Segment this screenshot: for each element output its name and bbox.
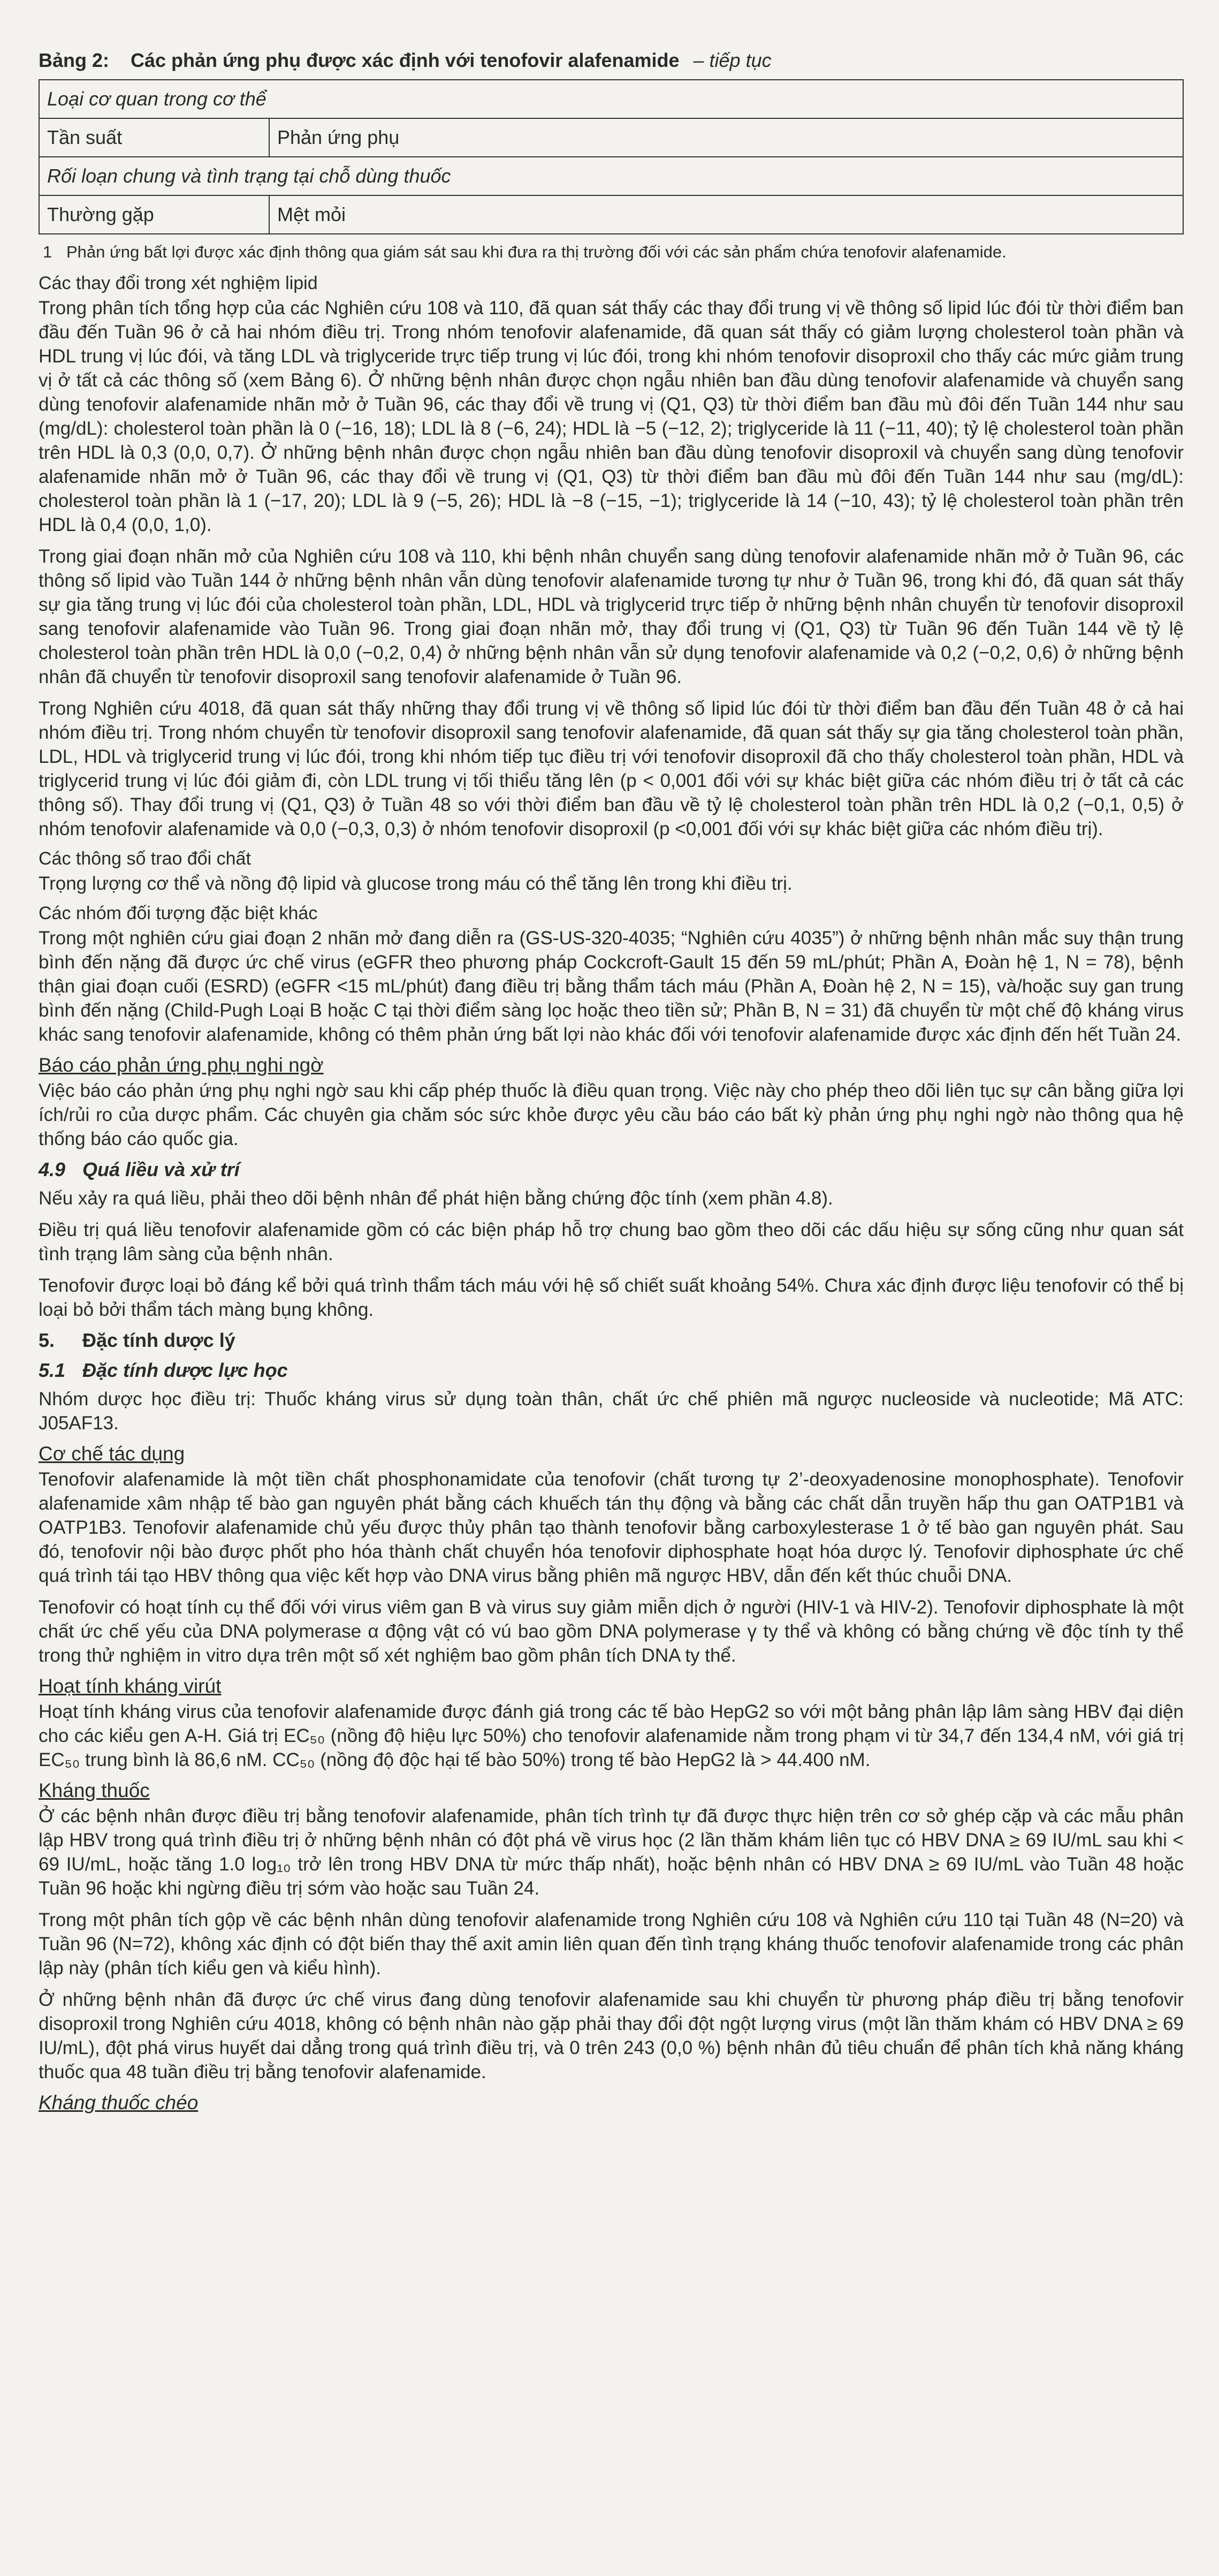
section-number: 4.9 xyxy=(39,1158,66,1180)
overdose-paragraph-2: Điều trị quá liều tenofovir alafenamide gồm có các biện pháp hỗ trợ chung bao gồm theo dõi các dấu hiệu sự sống cũng như quan sát tình trạng lâm sàng của bệnh nhân. xyxy=(39,1219,1184,1264)
table-col-reaction: Phản ứng phụ xyxy=(269,118,1183,157)
table-row xyxy=(39,80,1183,118)
section-title: Đặc tính dược lý xyxy=(82,1329,235,1351)
table-header-organ: Loại cơ quan trong cơ thể xyxy=(39,80,1183,118)
section-4-9-heading xyxy=(39,1158,1184,1181)
table-row xyxy=(39,195,1183,234)
lipid-paragraph-2: Trong giai đoạn nhãn mở của Nghiên cứu 108 và 110, khi bệnh nhân chuyển sang dùng tenofovir alafenamide nhãn mở ở Tuần 96, các thông số lipid vào Tuần 144 ở những bệnh nhân vẫn dùng tenofovir alafenamide tương tự như ở Tuần 96, trong khi đó, đã quan sát thấy sự gia tăng trung vị lúc đói của cholesterol toàn phần, LDL, HDL và triglycerid trực tiếp ở những bệnh nhân chuyển từ tenofovir disoproxil sang tenofovir alafenamide vào Tuần 96. Trong giai đoạn nhãn mở, thay đổi trung vị (Q1, Q3) từ Tuần 96 đến Tuần 144 về tỷ lệ cholesterol toàn phần trên HDL là 0,0 (−0,2, 0,4) ở những bệnh nhân vẫn sử dụng tenofovir alafenamide và 0,2 (−0,2, 0,6) ở những bệnh nhân đã chuyển từ tenofovir disoproxil sang tenofovir alafenamide ở Tuần 96. xyxy=(39,546,1184,687)
lipid-paragraph-3: Trong Nghiên cứu 4018, đã quan sát thấy những thay đổi trung vị về thông số lipid lúc đói từ thời điểm ban đầu đến Tuần 48 ở cả hai nhóm điều trị. Trong nhóm chuyển từ tenofovir disoproxil sang tenofovir alafenamide, đã quan sát thấy sự gia tăng cholesterol toàn phần, LDL, HDL và triglycerid trung vị lúc đói, trong khi nhóm tiếp tục điều trị với tenofovir disoproxil đã cho thấy cholesterol toàn phần, HDL và triglycerid trung vị lúc đói giảm đi, còn LDL trung vị tối thiểu tăng lên (p < 0,001 đối với sự khác biệt giữa các nhóm điều trị ở tất cả các thông số). Thay đổi trung vị (Q1, Q3) ở Tuần 48 so với thời điểm ban đầu về tỷ lệ cholesterol toàn phần trên HDL là 0,2 (−0,1, 0,5) ở nhóm tenofovir alafenamide và 0,0 (−0,3, 0,3) ở nhóm tenofovir disoproxil (p <0,001 đối với sự khác biệt giữa các nhóm điều trị). xyxy=(39,698,1184,839)
table-row xyxy=(39,118,1183,157)
pharmacotherapeutic-group-paragraph: Nhóm dược học điều trị: Thuốc kháng virus sử dụng toàn thân, chất ức chế phiên mã ngược nucleoside và nucleotide; Mã ATC: J05AF13. xyxy=(39,1389,1184,1434)
mechanism-paragraph-1: Tenofovir alafenamide là một tiền chất phosphonamidate của tenofovir (chất tương tự 2’-deoxyadenosine monophosphate). Tenofovir alafenamide xâm nhập tế bào gan nguyên phát bằng cách khuếch tán thụ động và bằng các chất dẫn truyền hấp thu gan OATP1B1 và OATP1B3. Tenofovir alafenamide chủ yếu được thủy phân tạo thành tenofovir bằng carboxylesterase 1 ở tế bào gan nguyên phát. Sau đó, tenofovir nội bào được phốt pho hóa thành chất chuyển hóa tenofovir diphosphate hoạt hóa dược lý. Tenofovir diphosphate ức chế quá trình tái tạo HBV thông qua việc kết hợp vào DNA virus bằng phiên mã ngược HBV, dẫn đến kết thúc chuỗi DNA. xyxy=(39,1469,1184,1586)
table-continued-note: – tiếp tục xyxy=(693,49,772,71)
table-title xyxy=(39,49,1184,72)
table-soc-row: Rối loạn chung và tình trạng tại chỗ dùng thuốc xyxy=(39,157,1183,195)
reporting-paragraph: Việc báo cáo phản ứng phụ nghi ngờ sau khi cấp phép thuốc là điều quan trọng. Việc này cho phép theo dõi liên tục sự cân bằng giữa lợi ích/rủi ro của dược phẩm. Các chuyên gia chăm sóc sức khỏe được yêu cầu báo cáo bất kỳ phản ứng phụ nghi ngờ nào thông qua hệ thống báo cáo quốc gia. xyxy=(39,1080,1184,1149)
section-number: 5.1 xyxy=(39,1359,66,1381)
metabolic-paragraph: Trọng lượng cơ thể và nồng độ lipid và glucose trong máu có thể tăng lên trong khi điều trị. xyxy=(39,873,793,894)
table-cell-frequency: Thường gặp xyxy=(39,195,269,234)
mechanism-heading: Cơ chế tác dụng xyxy=(39,1443,185,1465)
footnote-number: 1 xyxy=(43,243,52,261)
special-populations-paragraph: Trong một nghiên cứu giai đoạn 2 nhãn mở đang diễn ra (GS-US-320-4035; “Nghiên cứu 4035”) ở những bệnh nhân mắc suy thận trung bình đến nặng đã được ức chế virus (eGFR theo phương pháp Cockcroft-Gault 15 đến 59 mL/phút; Phần A, Đoàn hệ 1, N = 78), bệnh thận giai đoạn cuối (ESRD) (eGFR <15 mL/phút) đang điều trị bằng thẩm tách máu (Phần A, Đoàn hệ 2, N = 15), và/hoặc suy gan trung bình đến nặng (Child-Pugh Loại B hoặc C tại thời điểm sàng lọc hoặc theo tiền sử; Phần B, N = 31) đã chuyển từ một chế độ kháng virus khác sang tenofovir alafenamide, không có thêm phản ứng bất lợi nào khác đối với tenofovir alafenamide được xác định đến hết Tuần 24. xyxy=(39,928,1184,1045)
section-5-heading xyxy=(39,1329,1184,1352)
table-label: Bảng 2: xyxy=(39,49,110,71)
lipid-heading: Các thay đổi trong xét nghiệm lipid xyxy=(39,273,318,293)
cross-resistance-heading: Kháng thuốc chéo xyxy=(39,2092,199,2113)
special-populations-heading: Các nhóm đối tượng đặc biệt khác xyxy=(39,903,318,923)
resistance-paragraph-1: Ở các bệnh nhân được điều trị bằng tenofovir alafenamide, phân tích trình tự đã được thực hiện trên cơ sở ghép cặp và các mẫu phân lập HBV trong quá trình điều trị ở những bệnh nhân có đột phá về virus học (2 lần thăm khám liên tục có HBV DNA ≥ 69 IU/mL sau khi < 69 IU/mL, hoặc tăng 1.0 log₁₀ trở lên trong HBV DNA từ mức thấp nhất), hoặc bệnh nhân có HBV DNA ≥ 69 IU/mL vào Tuần 48 hoặc Tuần 96 hoặc khi ngừng điều trị sớm vào hoặc sau Tuần 24. xyxy=(39,1806,1184,1899)
table-col-frequency: Tần suất xyxy=(39,118,269,157)
lipid-paragraph-1: Trong phân tích tổng hợp của các Nghiên cứu 108 và 110, đã quan sát thấy các thay đổi trung vị về thông số lipid lúc đói từ thời điểm ban đầu đến Tuần 96 ở cả hai nhóm điều trị. Trong nhóm tenofovir alafenamide, đã quan sát thấy có giảm lượng cholesterol toàn phần và HDL trung vị lúc đói, và tăng LDL và triglyceride trực tiếp trung vị lúc đói, trong khi nhóm tenofovir disoproxil cho thấy các mức giảm trung vị ở tất cả các thông số (xem Bảng 6). Ở những bệnh nhân được chọn ngẫu nhiên ban đầu dùng tenofovir alafenamide và chuyển sang dùng tenofovir alafenamide nhãn mở ở Tuần 96, các thay đổi về trung vị (Q1, Q3) từ thời điểm ban đầu mù đôi đến Tuần 144 như sau (mg/dL): cholesterol toàn phần là 0 (−16, 18); LDL là 8 (−6, 24); HDL là −5 (−12, 2); triglyceride là 11 (−11, 40); tỷ lệ cholesterol toàn phần trên HDL là 0,3 (0,0, 0,7). Ở những bệnh nhân được chọn ngẫu nhiên ban đầu dùng tenofovir disoproxil và chuyển sang dùng tenofovir alafenamide nhãn mở ở Tuần 96, các thay đổi về trung vị (Q1, Q3) từ thời điểm ban đầu mù đôi đến Tuần 144 như sau (mg/dL): cholesterol toàn phần là 1 (−17, 20); LDL là 9 (−5, 26); HDL là −8 (−15, −1); triglyceride là 14 (−10, 43); tỷ lệ cholesterol toàn phần trên HDL là 0,4 (0,0, 1,0). xyxy=(39,298,1184,535)
section-5-1-heading xyxy=(39,1359,1184,1382)
resistance-paragraph-2: Trong một phân tích gộp về các bệnh nhân dùng tenofovir alafenamide trong Nghiên cứu 108 và Nghiên cứu 110 tại Tuần 48 (N=20) và Tuần 96 (N=72), không xác định có đột biến thay thế axit amin liên quan đến tình trạng kháng thuốc tenofovir alafenamide trong các phân lập này (phân tích kiểu gen và kiểu hình). xyxy=(39,1910,1184,1979)
resistance-heading: Kháng thuốc xyxy=(39,1779,150,1801)
table-cell-reaction: Mệt mỏi xyxy=(269,195,1183,234)
section-number: 5. xyxy=(39,1329,55,1351)
overdose-paragraph-1: Nếu xảy ra quá liều, phải theo dõi bệnh nhân để phát hiện bằng chứng độc tính (xem phần 4.8). xyxy=(39,1188,833,1209)
table-footnote xyxy=(43,241,1184,263)
footnote-text: Phản ứng bất lợi được xác định thông qua giám sát sau khi đưa ra thị trường đối với các sản phẩm chứa tenofovir alafenamide. xyxy=(66,243,1007,261)
mechanism-paragraph-2: Tenofovir có hoạt tính cụ thể đối với virus viêm gan B và virus suy giảm miễn dịch ở người (HIV-1 và HIV-2). Tenofovir diphosphate là một chất ức chế yếu của DNA polymerase α động vật có vú bao gồm DNA polymerase γ ty thể và không có bằng chứng về độc tính ty thể trong thử nghiệm in vitro dựa trên một số xét nghiệm bao gồm phân tích DNA ty thể. xyxy=(39,1597,1184,1666)
resistance-paragraph-3: Ở những bệnh nhân đã được ức chế virus đang dùng tenofovir alafenamide sau khi chuyển từ phương pháp điều trị bằng tenofovir disoproxil trong Nghiên cứu 4018, không có bệnh nhân nào gặp phải thay đổi đột ngột lượng virus (một lần thăm khám có HBV DNA ≥ 69 IU/mL), đột phá virus huyết dai dẳng trong quá trình điều trị, và 0 trên 243 (0,0 %) bệnh nhân đủ tiêu chuẩn để phân tích khả năng kháng thuốc qua 48 tuần điều trị bằng tenofovir alafenamide. xyxy=(39,1989,1184,2082)
reporting-heading: Báo cáo phản ứng phụ nghi ngờ xyxy=(39,1054,324,1076)
section-title: Quá liều và xử trí xyxy=(82,1158,240,1180)
section-title: Đặc tính dược lực học xyxy=(82,1359,288,1381)
table-title-text: Các phản ứng phụ được xác định với tenofovir alafenamide xyxy=(131,49,680,71)
overdose-paragraph-3: Tenofovir được loại bỏ đáng kể bởi quá trình thẩm tách máu với hệ số chiết suất khoảng 54%. Chưa xác định được liệu tenofovir có thể bị loại bỏ bởi thẩm tách màng bụng không. xyxy=(39,1275,1184,1320)
antiviral-activity-heading: Hoạt tính kháng virút xyxy=(39,1675,222,1697)
metabolic-heading: Các thông số trao đổi chất xyxy=(39,848,251,869)
adverse-reactions-table xyxy=(39,79,1184,234)
antiviral-activity-paragraph: Hoạt tính kháng virus của tenofovir alafenamide được đánh giá trong các tế bào HepG2 so với một bảng phân lập lâm sàng HBV đại diện cho các kiểu gen A-H. Giá trị EC₅₀ (nồng độ hiệu lực 50%) cho tenofovir alafenamide nằm trong phạm vi từ 34,7 đến 134,4 nM, với giá trị EC₅₀ trung bình là 86,6 nM. CC₅₀ (nồng độ độc hại tế bào 50%) trong tế bào HepG2 là > 44.400 nM. xyxy=(39,1701,1184,1770)
table-row xyxy=(39,157,1183,195)
